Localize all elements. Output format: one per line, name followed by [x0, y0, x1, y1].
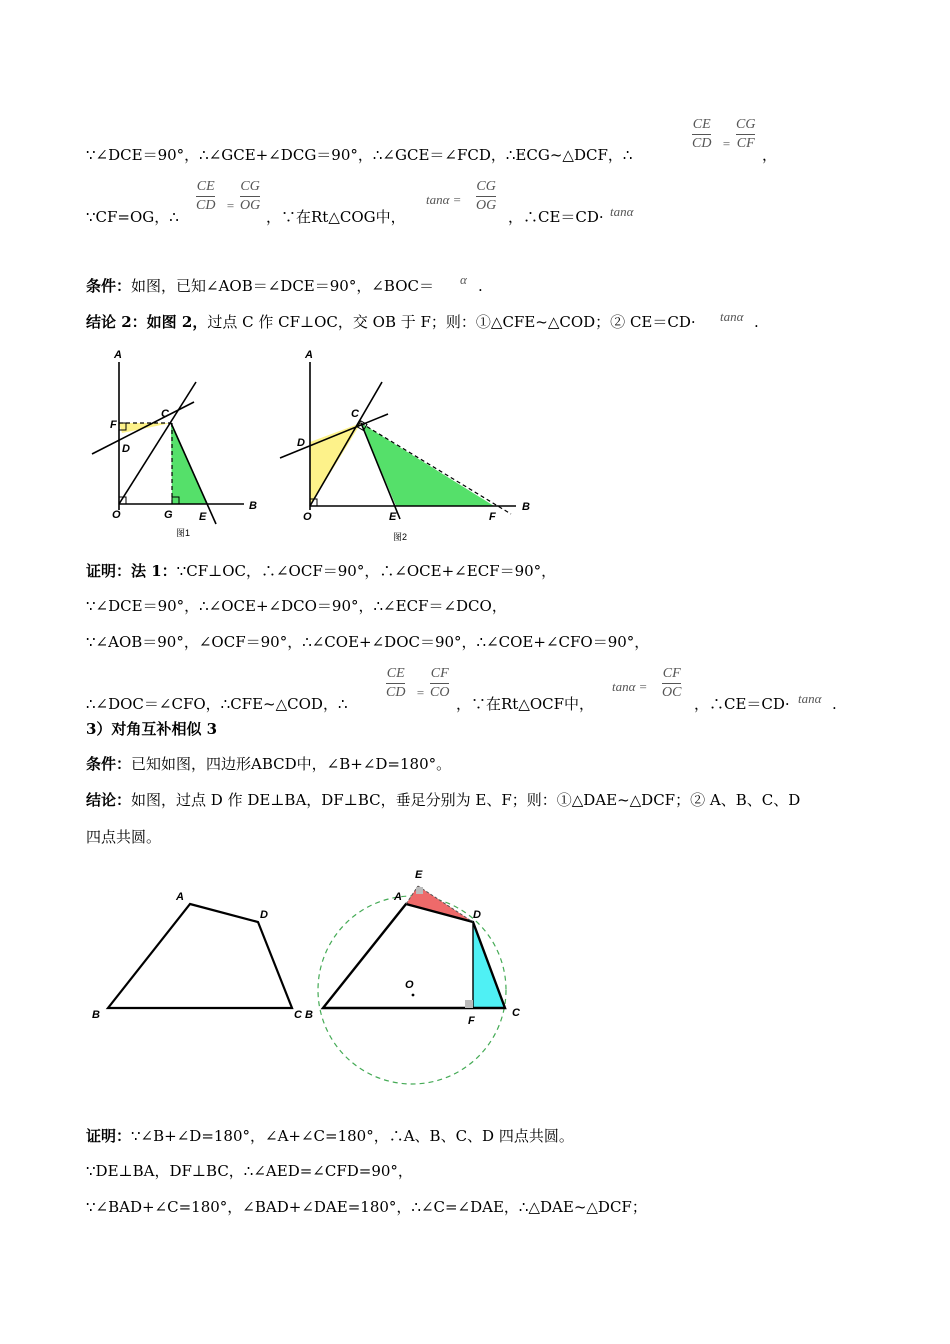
- fraction-ce-cd: CE CD: [692, 117, 712, 151]
- label-o: O: [112, 509, 121, 521]
- label-o-3: O: [405, 979, 414, 991]
- label-e-2: E: [389, 511, 397, 523]
- proof-3-line-3: ∵∠BAD+∠C=180°，∠BAD+∠DAE=180°，∴∠C=∠DAE，∴△DAE~△DCF；: [86, 1198, 647, 1216]
- right-angle-f-3: [465, 1000, 473, 1008]
- equals-sign: =: [722, 136, 731, 151]
- tan-eq-label: tanα =: [426, 192, 462, 207]
- fraction-cf-co: CF CO: [430, 666, 450, 700]
- caption-fig2: 图2: [393, 532, 408, 542]
- proof-line-p4b: ，∵在Rt△OCF中，: [456, 695, 595, 713]
- condition-3-line: 条件：已知如图，四边形ABCD中，∠B+∠D=180°。: [86, 755, 452, 773]
- label-b: B: [249, 500, 257, 512]
- period-2: .: [754, 313, 759, 331]
- proof-line-p4c: ，∴CE＝CD·: [694, 695, 790, 713]
- label-a-2: A: [305, 349, 313, 361]
- conclusion-3-line: 结论：如图，过点 D 作 DE⊥BA，DF⊥BC，垂足分别为 E、F；则：①△DAE~△DCF；② A、B、C、D: [86, 791, 801, 809]
- tan-alpha-3: tanα: [798, 691, 822, 706]
- figure-1: [84, 344, 274, 544]
- center-point: [412, 994, 415, 997]
- label-b-4: B: [305, 1009, 313, 1021]
- fraction-ce-cd-2: CE CD: [196, 179, 216, 213]
- period: .: [478, 277, 483, 295]
- proof-3-line-2: ∵DE⊥BA，DF⊥BC，∴∠AED=∠CFD=90°，: [86, 1162, 413, 1180]
- condition-line: 条件：如图，已知∠AOB＝∠DCE＝90°，∠BOC＝: [86, 277, 434, 295]
- label-c-2: C: [351, 408, 359, 420]
- proof-line-1: ∵∠DCE＝90°，∴∠GCE+∠DCG＝90°，∴∠GCE＝∠FCD，∴ECG~△DCF，∴: [86, 146, 633, 164]
- fraction-cf-oc: CF OC: [662, 666, 682, 700]
- label-c-4: C: [512, 1007, 520, 1019]
- label-b-2: B: [522, 501, 530, 513]
- yellow-triangle: [119, 423, 171, 433]
- proof-line-p4a: ∴∠DOC＝∠CFO，∴CFE~△COD，∴: [86, 695, 348, 713]
- tan-alpha-2: tanα: [720, 309, 744, 324]
- label-f-2: F: [489, 511, 496, 523]
- conclusion-2-line: 结论 2：如图 2，过点 C 作 CF⊥OC，交 OB 于 F；则：①△CFE~△COD；② CE＝CD·: [86, 313, 696, 331]
- alpha-symbol: α: [460, 272, 467, 287]
- fraction-cg-og-2: CG OG: [476, 179, 497, 213]
- label-g: G: [164, 509, 173, 521]
- right-angle-e-3: [416, 887, 423, 894]
- caption-fig1: 图1: [176, 528, 191, 538]
- label-d-2: D: [297, 437, 305, 449]
- label-d-4: D: [473, 909, 481, 921]
- proof-line-p3: ∵∠AOB＝90°，∠OCF＝90°，∴∠COE+∠DOC＝90°，∴∠COE+∠CFO＝90°，: [86, 633, 650, 651]
- tan-alpha: tanα: [610, 204, 634, 219]
- figure-2: [276, 344, 536, 544]
- label-d-3: D: [260, 909, 268, 921]
- proof-line-2a: ∵CF=OG，∴: [86, 208, 179, 226]
- tan-eq-label-2: tanα =: [612, 679, 648, 694]
- equals-sign-3: =: [416, 685, 425, 700]
- label-a-3: A: [176, 891, 184, 903]
- fraction-cg-og: CG OG: [240, 179, 261, 213]
- fraction-cg-cf: CG CF: [736, 117, 756, 151]
- figure-3: [84, 856, 534, 1096]
- label-a-4: A: [394, 891, 402, 903]
- label-f: F: [110, 419, 117, 431]
- label-d: D: [122, 443, 130, 455]
- label-a: A: [114, 349, 122, 361]
- label-o-2: O: [303, 511, 312, 523]
- comma: ，: [762, 146, 778, 164]
- label-c-3: C: [294, 1009, 302, 1021]
- proof-line-2c: ，∴CE＝CD·: [508, 208, 604, 226]
- period-3: .: [832, 695, 837, 713]
- conclusion-3-line-2: 四点共圆。: [86, 828, 162, 846]
- label-e-3: E: [415, 869, 423, 881]
- proof-line-2b: ，∵在Rt△COG中，: [266, 208, 406, 226]
- label-f-3: F: [468, 1015, 475, 1027]
- proof-line-p2: ∵∠DCE＝90°，∴∠OCE+∠DCO＝90°，∴∠ECF＝∠DCO，: [86, 597, 507, 615]
- equals-sign-2: =: [226, 198, 235, 213]
- proof-3-line: 证明：∵∠B+∠D=180°，∠A+∠C=180°，∴A、B、C、D 四点共圆。: [86, 1127, 574, 1145]
- fraction-ce-cd-3: CE CD: [386, 666, 406, 700]
- label-e: E: [199, 511, 207, 523]
- label-b-3: B: [92, 1009, 100, 1021]
- section-3-title: 3）对角互补相似 3: [86, 720, 218, 738]
- label-c: C: [161, 408, 169, 420]
- proof-method-1-line: 证明：法 1：∵CF⊥OC，∴∠OCF＝90°，∴∠OCE+∠ECF＝90°，: [86, 562, 557, 580]
